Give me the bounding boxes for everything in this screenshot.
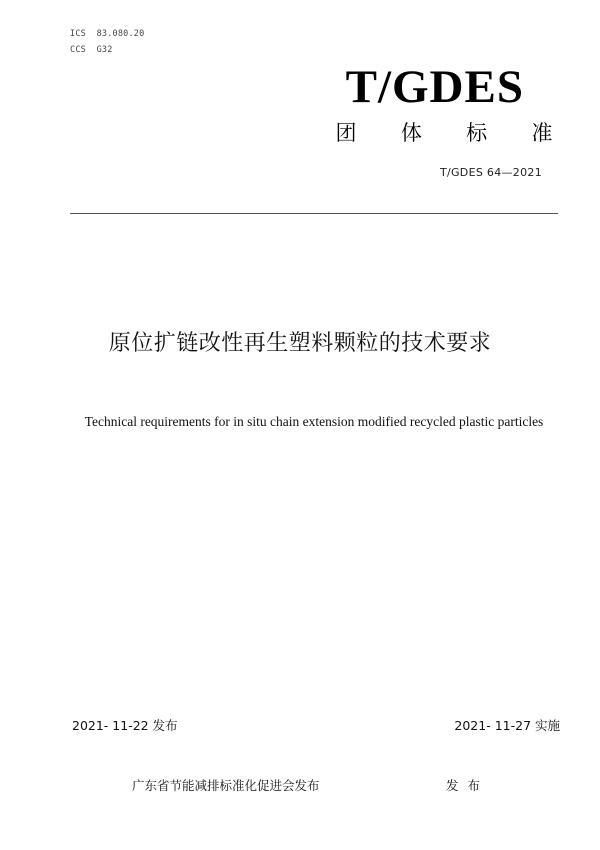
standard-logo: T/GDES (345, 61, 524, 113)
standard-type-label (334, 117, 554, 147)
document-title-english: Technical requirements for in situ chain extension modified recycled plastic particles (84, 414, 544, 429)
ccs-code: CCS G32 (70, 45, 113, 55)
publish-date: 2021- 11-22 发布 (72, 718, 178, 733)
standard-type-char: 体 (400, 121, 422, 145)
standard-type-char: 标 (466, 121, 488, 145)
standard-type-char: 团 (335, 121, 357, 145)
issue-label: 发布 (446, 778, 490, 793)
effective-date: 2021- 11-27 实施 (454, 718, 560, 733)
document-title-chinese: 原位扩链改性再生塑料颗粒的技术要求 (108, 331, 492, 356)
ics-code: ICS 83.080.20 (70, 29, 145, 39)
standard-type-char: 准 (531, 121, 553, 145)
issuing-organization: 广东省节能减排标准化促进会发布 (132, 778, 320, 793)
header-divider (70, 213, 558, 214)
standard-number: T/GDES 64—2021 (439, 166, 542, 179)
